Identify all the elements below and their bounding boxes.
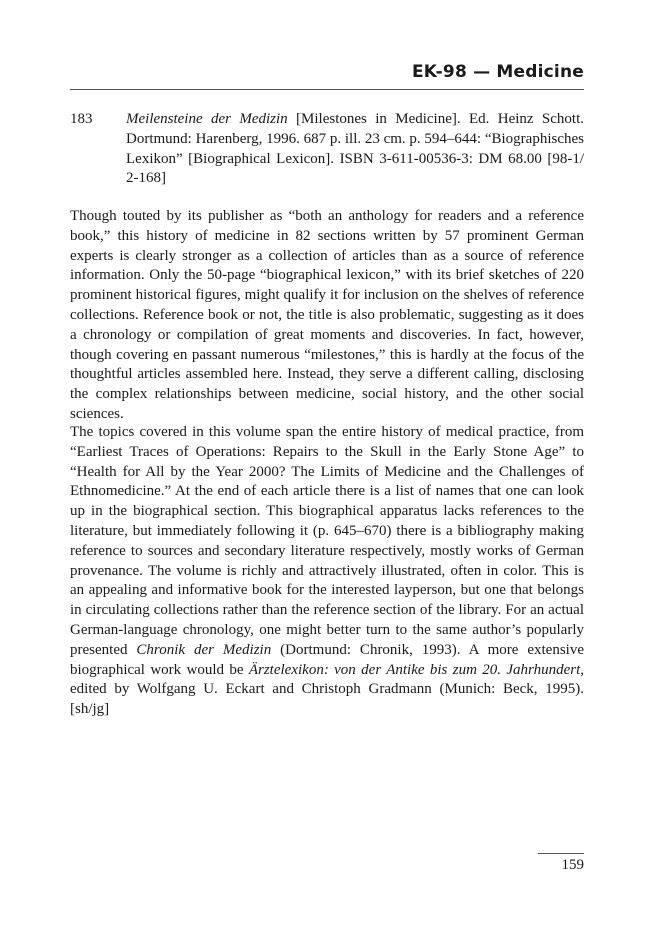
- cited-title-aerztelexikon: Ärztelexikon: von der Antike bis zum 20. Jahrhundert,: [248, 661, 584, 678]
- entry-citation: [126, 110, 584, 189]
- review-paragraph-2-text-a: The topics covered in this volume span the entire history of medical practice, from “Earliest Traces of Operations: Repairs to the Skull in the Early Stone Age” to “Health for All by the Year 2000? The Limits of Medicine and the Challenges of Ethnomedicine.” At the end of each article there is a list of names that one can look up in the biographical section. This biographical apparatus lacks references to the literature, but immediately following it (p. 645–670) there is a bibliography making reference to sources and secondary literature respectively, mostly works of German provenance. The volume is richly and attractively illustrated, often in color. This is an appealing and informative book for the interested layperson, but one that belongs in circulating collections rather than the reference section of the library. For an actual German-language chronology, one might better turn to the same author’s popularly presented: [70, 424, 584, 658]
- review-paragraph-1: Though touted by its publisher as “both an anthology for readers and a reference book,” this history of medicine in 82 sections written by 57 prominent German experts is clearly stronger as a collection of articles than as a source of reference information. Only the 50-page “biographical lexicon,” with its brief sketches of 220 prominent historical figures, might qualify it for inclusion on the shelves of reference collections. Reference book or not, the title is also problematic, suggesting as it does a chronology or compilation of great moments and discoveries. In fact, however, though covering en passant numerous “milestones,” this is hardly at the focus of the thoughtful articles assembled here. Instead, they serve a different calling, disclosing the complex relationships between medicine, social history, and the other social sciences.: [70, 208, 584, 422]
- entry-title: Meilensteine der Medizin: [126, 111, 288, 127]
- review-paragraph-2: [70, 423, 584, 720]
- cited-title-chronik: Chronik der Medizin: [136, 641, 272, 658]
- footer-rule: [538, 853, 584, 854]
- review-paragraph-2-text-b: (Dortmund: Chronik, 1993). A more extensive biographical work would be: [70, 641, 584, 678]
- page-number: 159: [561, 857, 584, 873]
- bibliographic-entry: [70, 110, 584, 189]
- header-rule: [70, 89, 584, 90]
- entry-number: 183: [70, 111, 93, 127]
- review-paragraph-2-text-c: edited by Wolfgang U. Eckart and Christoph Gradmann (Munich: Beck, 1995). [sh/jg]: [70, 681, 584, 718]
- entry-citation-details: [Milestones in Medicine]. Ed. Heinz Schott. Dortmund: Harenberg, 1996. 687 p. ill. 23 cm. p. 594–644: “Biographisches Lexikon” [Biographical Lexicon]. ISBN 3-611-00536-3: DM 68.00 [98-1/ 2-168]: [126, 111, 584, 187]
- running-header-title: EK-98 — Medicine: [411, 62, 584, 82]
